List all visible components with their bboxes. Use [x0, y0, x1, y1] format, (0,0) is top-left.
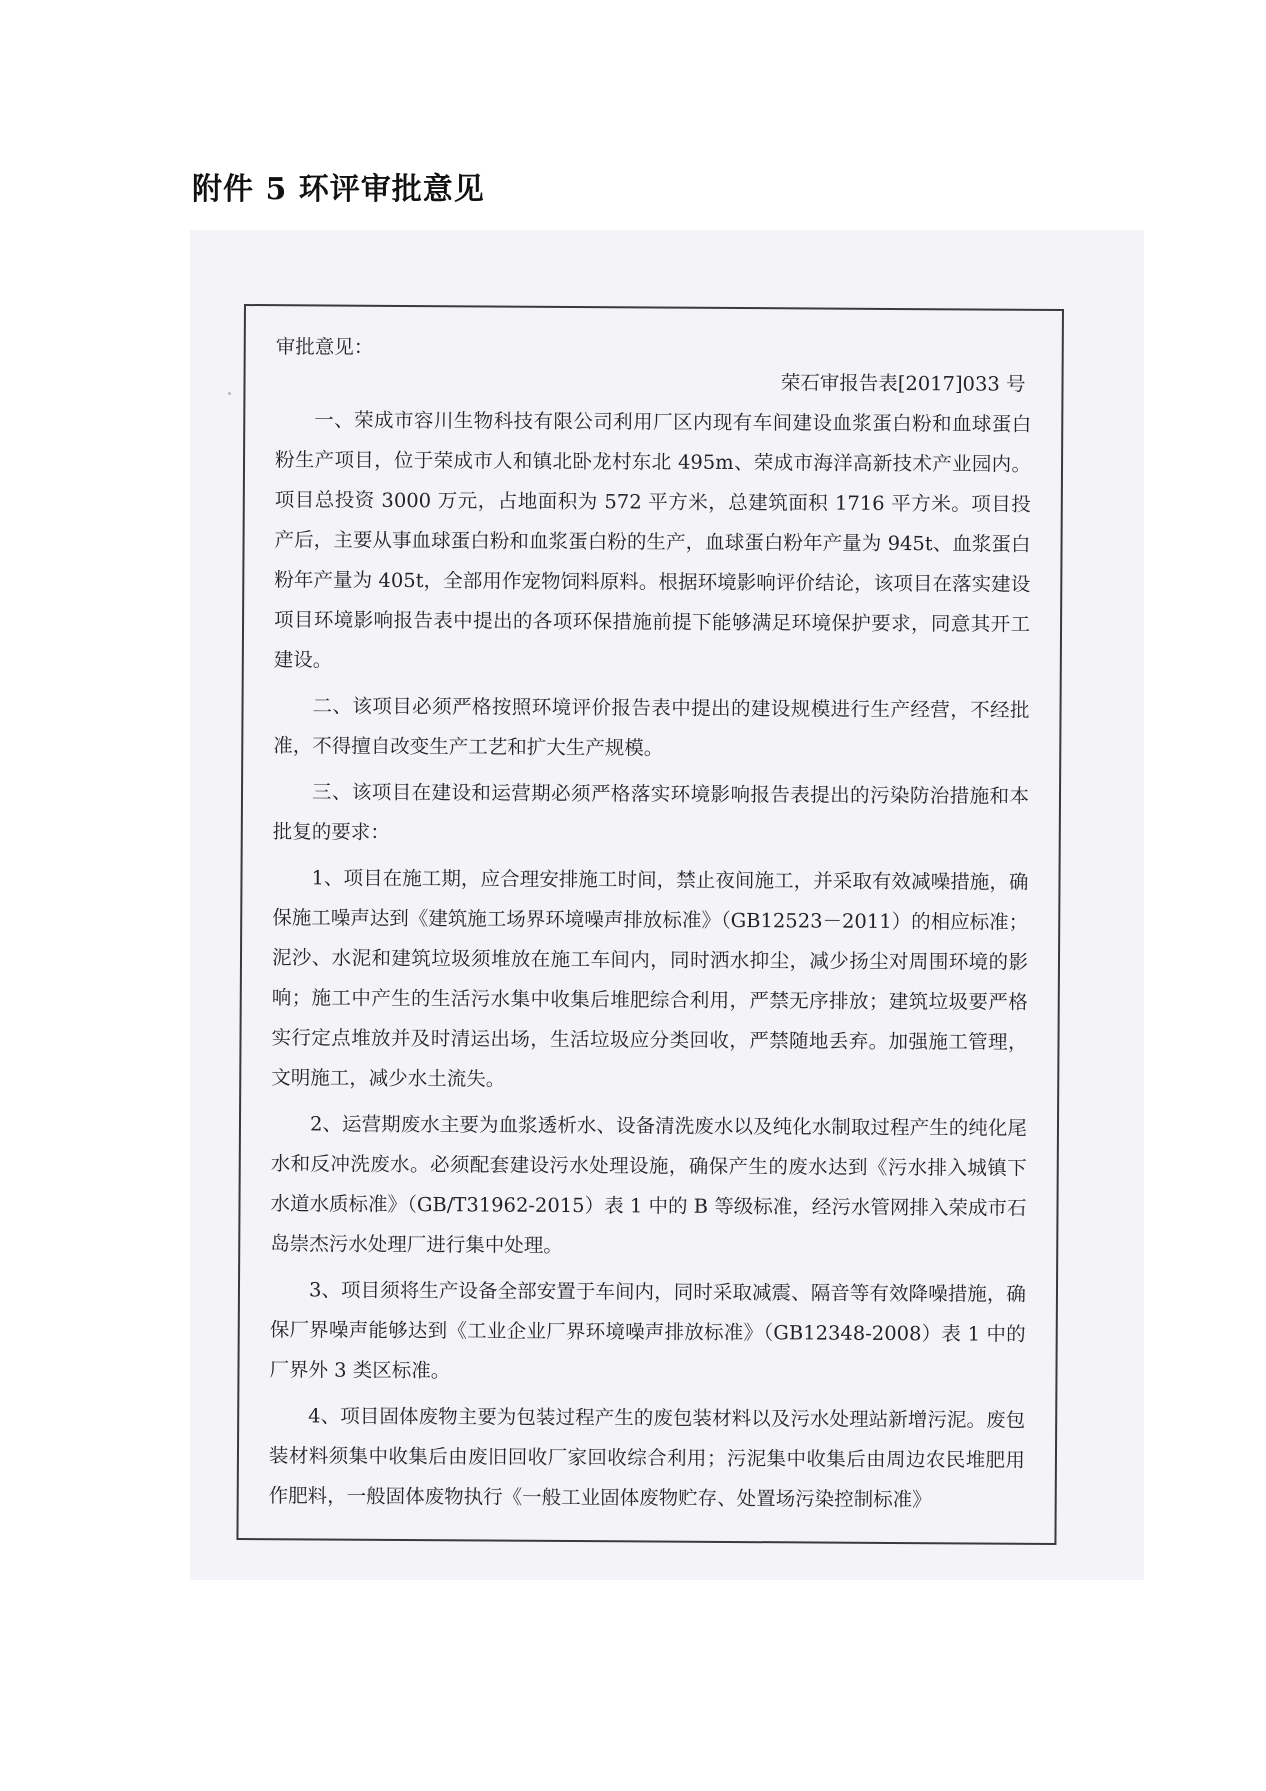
paragraph-item-3: 3、项目须将生产设备全部安置于车间内，同时采取减震、隔音等有效降噪措施，确保厂界噪声能够达到《工业企业厂界环境噪声排放标准》（GB12348-2008）表 1 中的厂界外 3 类区标准。 [269, 1278, 1027, 1383]
approval-label: 审批意见： [275, 335, 374, 359]
paragraph-3: 三、该项目在建设和运营期必须严格落实环境影响报告表提出的污染防治措施和本批复的要求： [272, 780, 1030, 844]
scan-speck [228, 392, 231, 395]
page-title: 附件 5 环评审批意见 [192, 172, 485, 207]
paragraph-1: 一、荣成市容川生物科技有限公司利用厂区内现有车间建设血浆蛋白粉和血球蛋白粉生产项目，位于荣成市人和镇北卧龙村东北 495m、荣成市海洋高新技术产业园内。项目总投资 3000 万元，占地面积为 572 平方米，总建筑面积 1716 平方米。项目投产后，主要从事血球蛋白粉和血浆蛋白粉的生产，血球蛋白粉年产量为 945t、血浆蛋白粉年产量为 405t，全部用作宠物饲料原料。根据环境影响评价结论，该项目在落实建设项目环境影响报告表中提出的各项环保措施前提下能够满足环境保护要求，同意其开工建设。 [273, 408, 1032, 672]
paragraph-item-2: 2、运营期废水主要为血浆透析水、设备清洗废水以及纯化水制取过程产生的纯化尾水和反冲洗废水。必须配套建设污水处理设施，确保产生的废水达到《污水排入城镇下水道水质标准》（GB/T31962-2015）表 1 中的 B 等级标准，经污水管网排入荣成市石岛崇杰污水处理厂进行集中处理。 [270, 1112, 1028, 1257]
document-number: 荣石审报告表[2017]033 号 [780, 371, 1026, 396]
paragraph-item-4: 4、项目固体废物主要为包装过程产生的废包装材料以及污水处理站新增污泥。废包装材料须集中收集后由废旧回收厂家回收综合利用；污泥集中收集后由周边农民堆肥用作肥料，一般固体废物执行《一般工业固体废物贮存、处置场污染控制标准》 [268, 1404, 1026, 1512]
paragraph-2: 二、该项目必须严格按照环境评价报告表中提出的建设规模进行生产经营，不经批准，不得擅自改变生产工艺和扩大生产规模。 [273, 694, 1030, 760]
approval-box [236, 304, 1064, 1545]
paragraph-item-1: 1、项目在施工期，应合理安排施工时间，禁止夜间施工，并采取有效减噪措施，确保施工噪声达到《建筑施工场界环境噪声排放标准》（GB12523－2011）的相应标准；泥沙、水泥和建筑垃圾须堆放在施工车间内，同时洒水抑尘，减少扬尘对周围环境的影响；施工中产生的生活污水集中收集后堆肥综合利用，严禁无序排放；建筑垃圾要严格实行定点堆放并及时清运出场，生活垃圾应分类回收，严禁随地丢弃。加强施工管理，文明施工，减少水土流失。 [271, 866, 1029, 1091]
